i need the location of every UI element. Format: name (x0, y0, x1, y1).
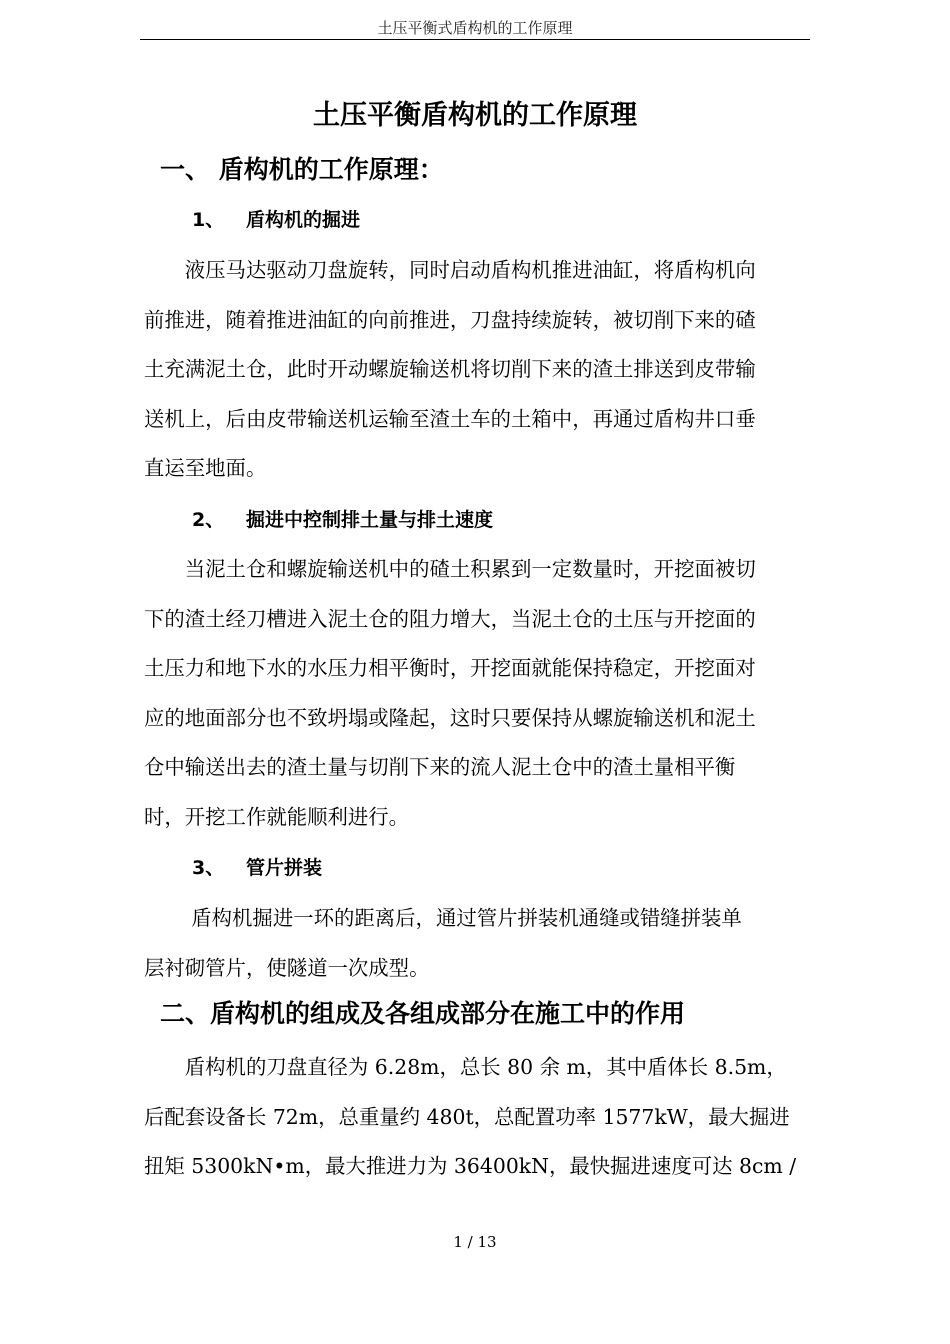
paragraph-line: 土压力和地下水的水压力相平衡时，开挖面就能保持稳定，开挖面对 (144, 656, 756, 680)
paragraph-line: 层衬砌管片，使隧道一次成型。 (144, 955, 430, 980)
subsection-3-number: 3、 (192, 857, 225, 879)
paragraph-segment-assembly (144, 894, 808, 993)
paragraph-line: 前推进，随着推进油缸的向前推进，刀盘持续旋转，被切削下来的碴 (144, 307, 756, 332)
section-2-heading: 二、盾构机的组成及各组成部分在施工中的作用 (160, 999, 686, 1028)
page-number: 1 / 13 (453, 1233, 497, 1251)
paragraph-line: 送机上，后由皮带输送机运输至渣土车的土箱中，再通过盾构井口垂 (144, 406, 756, 431)
document-title: 土压平衡盾构机的工作原理 (313, 100, 637, 131)
subsection-2-heading (192, 506, 493, 534)
paragraph-line: 下的渣土经刀槽进入泥土仓的阻力增大，当泥土仓的土压与开挖面的 (144, 606, 756, 631)
paragraph-line: 液压马达驱动刀盘旋转，同时启动盾构机推进油缸，将盾构机向 (144, 258, 756, 282)
subsection-1-title: 盾构机的掘进 (246, 209, 361, 231)
running-header: 土压平衡式盾构机的工作原理 (377, 19, 573, 37)
paragraph-line: 当泥土仓和螺旋输送机中的碴土积累到一定数量时，开挖面被切 (144, 557, 756, 581)
paragraph-line: 盾构机掘进一环的距离后，通过管片拼装机通缝或错缝拼装单 (144, 906, 742, 930)
paragraph-line: 直运至地面。 (144, 456, 267, 480)
paragraph-soil-control (144, 545, 808, 842)
subsection-1-heading (192, 206, 360, 234)
paragraph-line: 土充满泥土仓，此时开动螺旋输送机将切削下来的渣土排送到皮带输 (144, 357, 756, 381)
paragraph-line: 时，开挖工作就能顺利进行。 (144, 804, 410, 829)
subsection-2-number: 2、 (192, 509, 225, 531)
paragraph-line: 扭矩 5300kN•m，最大推进力为 36400kN，最快掘进速度可达 8cm / (144, 1154, 797, 1178)
paragraph-line: 后配套设备长 72m，总重量约 480t，总配置功率 1577kW，最大掘进 (144, 1104, 790, 1129)
section-1-heading: 一、 盾构机的工作原理： (160, 155, 444, 184)
paragraph-excavation (144, 246, 808, 494)
paragraph-line: 仓中输送出去的渣土量与切削下来的流人泥土仓中的渣土量相平衡 (144, 755, 736, 779)
subsection-3-heading (192, 854, 322, 882)
subsection-2-title: 掘进中控制排土量与排土速度 (246, 509, 494, 531)
paragraph-line: 盾构机的刀盘直径为 6.28m，总长 80 余 m，其中盾体长 8.5m， (144, 1055, 787, 1079)
header-divider (140, 39, 810, 40)
subsection-3-title: 管片拼装 (246, 857, 323, 879)
subsection-1-number: 1、 (192, 209, 225, 231)
paragraph-line: 应的地面部分也不致坍塌或隆起，这时只要保持从螺旋输送机和泥土 (144, 705, 756, 730)
paragraph-machine-specs (144, 1043, 808, 1192)
